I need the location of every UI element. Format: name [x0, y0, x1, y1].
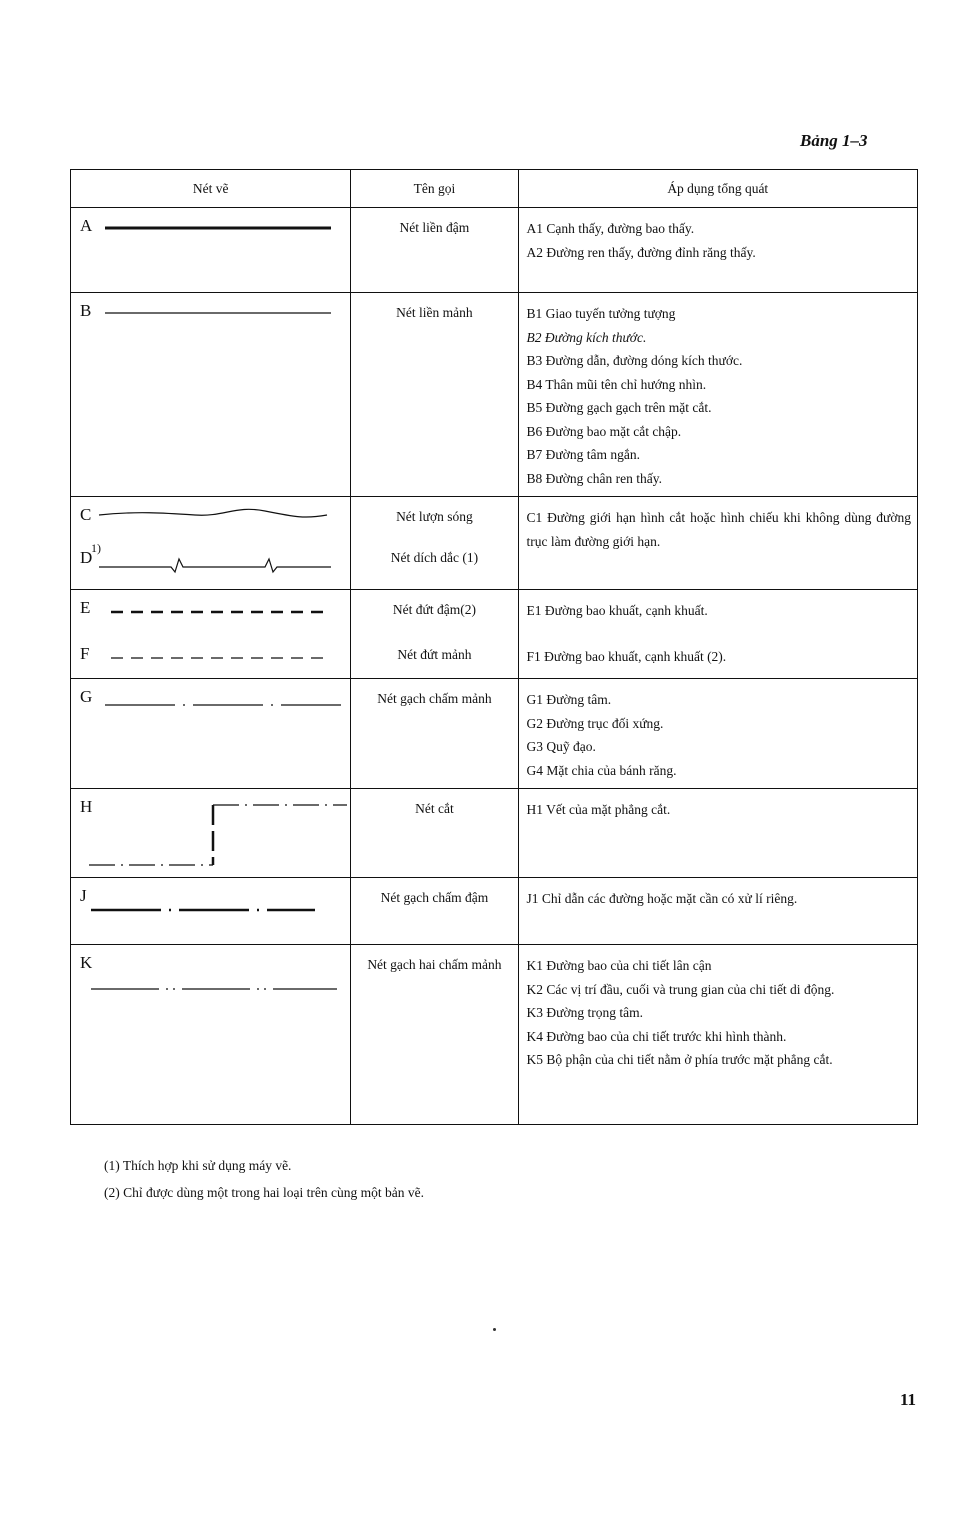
list-item: B5 Đường gạch gạch trên mặt cắt.: [526, 400, 712, 415]
list-item: J1 Chỉ dẫn các đường hoặc mặt cần có xử lí riêng.: [526, 891, 798, 906]
row-desc-g: [518, 679, 917, 789]
row-desc-b: [518, 293, 917, 497]
table-label: Bảng 1–3: [800, 131, 868, 150]
row-letter-g: G: [80, 687, 93, 706]
row-desc-c: [518, 497, 917, 590]
thin-dashed-line: [107, 646, 337, 666]
row-letter-h: H: [80, 797, 93, 816]
list-item: K5 Bộ phận của chi tiết nằm ở phía trước mặt phẳng cắt.: [526, 1052, 833, 1067]
list-item: K3 Đường trọng tâm.: [526, 1005, 643, 1020]
row-desc-a: [518, 208, 917, 293]
scan-speck: [493, 1328, 496, 1331]
line-sample-c-d: [71, 497, 351, 590]
cutting-plane-line: [85, 795, 355, 873]
list-item: C1 Đường giới hạn hình cắt hoặc hình chiếu khi không dùng đường trục làm đường giới hạn.: [526, 510, 911, 549]
row-name-k: Nét gạch hai chấm mảnh: [351, 945, 518, 1125]
row-letter-a: A: [80, 216, 93, 235]
list-item: K4 Đường bao của chi tiết trước khi hình thành.: [526, 1028, 787, 1044]
list-item: B3 Đường dẫn, đường dóng kích thước.: [526, 353, 743, 368]
row-desc-k: [518, 945, 917, 1125]
list-item: H1 Vết của mặt phẳng cắt.: [526, 802, 671, 817]
row-letter-f: F: [80, 644, 90, 663]
list-item: F1 Đường bao khuất, cạnh khuất (2).: [526, 648, 727, 664]
thin-solid-line: [101, 303, 341, 323]
table-header-row: [71, 170, 918, 208]
list-item: B4 Thân mũi tên chỉ hướng nhìn.: [526, 376, 707, 392]
table-row-a: [71, 208, 918, 293]
table-row-c-d: [71, 497, 918, 590]
list-item: B7 Đường tâm ngắn.: [526, 447, 640, 462]
line-sample-k: [71, 945, 351, 1125]
row-name-g: Nét gạch chấm mảnh: [351, 679, 518, 789]
list-item: A1 Cạnh thấy, đường bao thấy.: [526, 221, 695, 236]
list-item: A2 Đường ren thấy, đường đỉnh răng thấy.: [526, 244, 756, 260]
header-application: Áp dụng tổng quát: [518, 170, 917, 208]
list-item: G2 Đường trục đối xứng.: [526, 715, 664, 731]
thin-dash-dot-line: [101, 691, 351, 711]
row-letter-j: J: [80, 886, 87, 905]
wavy-line: [95, 501, 335, 527]
footnote-1: (1) Thích hợp khi sử dụng máy vẽ.: [104, 1158, 292, 1173]
table-row-j: [71, 878, 918, 945]
list-item: B6 Đường bao mặt cắt chập.: [526, 423, 682, 439]
row-name-j: Nét gạch chấm đậm: [351, 878, 518, 945]
row-letter-e: E: [80, 598, 91, 617]
line-sample-g: [71, 679, 351, 789]
thick-dash-dot-line: [87, 898, 327, 918]
list-item: K2 Các vị trí đầu, cuối và trung gian của chi tiết di động.: [526, 981, 835, 997]
line-sample-b: [71, 293, 351, 497]
list-item: B8 Đường chân ren thấy.: [526, 470, 662, 486]
row-desc-j: [518, 878, 917, 945]
row-name-a: Nét liền đậm: [351, 208, 518, 293]
footnotes: [104, 1152, 424, 1206]
row-name-e-f: Nét đứt đậm(2) Nét đứt mảnh: [351, 590, 518, 679]
thin-dash-double-dot-line: [87, 977, 347, 997]
line-types-table: [70, 169, 918, 1125]
header-line-type: Nét vẽ: [71, 170, 351, 208]
page-number: 11: [900, 1390, 917, 1409]
row-letter-c: C: [80, 505, 92, 524]
list-item: G1 Đường tâm.: [526, 692, 612, 707]
list-item: B1 Giao tuyến tưởng tượng: [526, 306, 676, 321]
table-row-h: [71, 789, 918, 878]
list-item: E1 Đường bao khuất, cạnh khuất.: [526, 603, 708, 618]
list-item: B2 Đường kích thước.: [526, 329, 647, 345]
table-row-e-f: [71, 590, 918, 679]
line-sample-h: [71, 789, 351, 878]
line-sample-j: [71, 878, 351, 945]
row-name-h: Nét cắt: [351, 789, 518, 878]
line-sample-e-f: [71, 590, 351, 679]
list-item: G4 Mặt chia của bánh răng.: [526, 762, 677, 778]
list-item: K1 Đường bao của chi tiết lân cận: [526, 958, 712, 973]
row-desc-e-f: [518, 590, 917, 679]
line-sample-a: [71, 208, 351, 293]
zigzag-line: [95, 549, 335, 575]
row-name-b: Nét liền mảnh: [351, 293, 518, 497]
table-row-b: [71, 293, 918, 497]
header-name: Tên gọi: [351, 170, 518, 208]
row-letter-d: D: [80, 548, 93, 567]
row-name-c-d: Nét lượn sóng Nét dích dắc (1): [351, 497, 518, 590]
row-desc-h: [518, 789, 917, 878]
thick-dashed-line: [107, 600, 337, 620]
table-row-k: [71, 945, 918, 1125]
list-item: G3 Quỹ đạo.: [526, 739, 596, 754]
row-letter-k: K: [80, 953, 93, 972]
thick-solid-line: [101, 218, 341, 238]
table-row-g: [71, 679, 918, 789]
row-letter-b: B: [80, 301, 92, 320]
row-letter-d-note: 1): [91, 541, 101, 555]
footnote-2: (2) Chỉ được dùng một trong hai loại trên cùng một bản vẽ.: [104, 1185, 425, 1200]
